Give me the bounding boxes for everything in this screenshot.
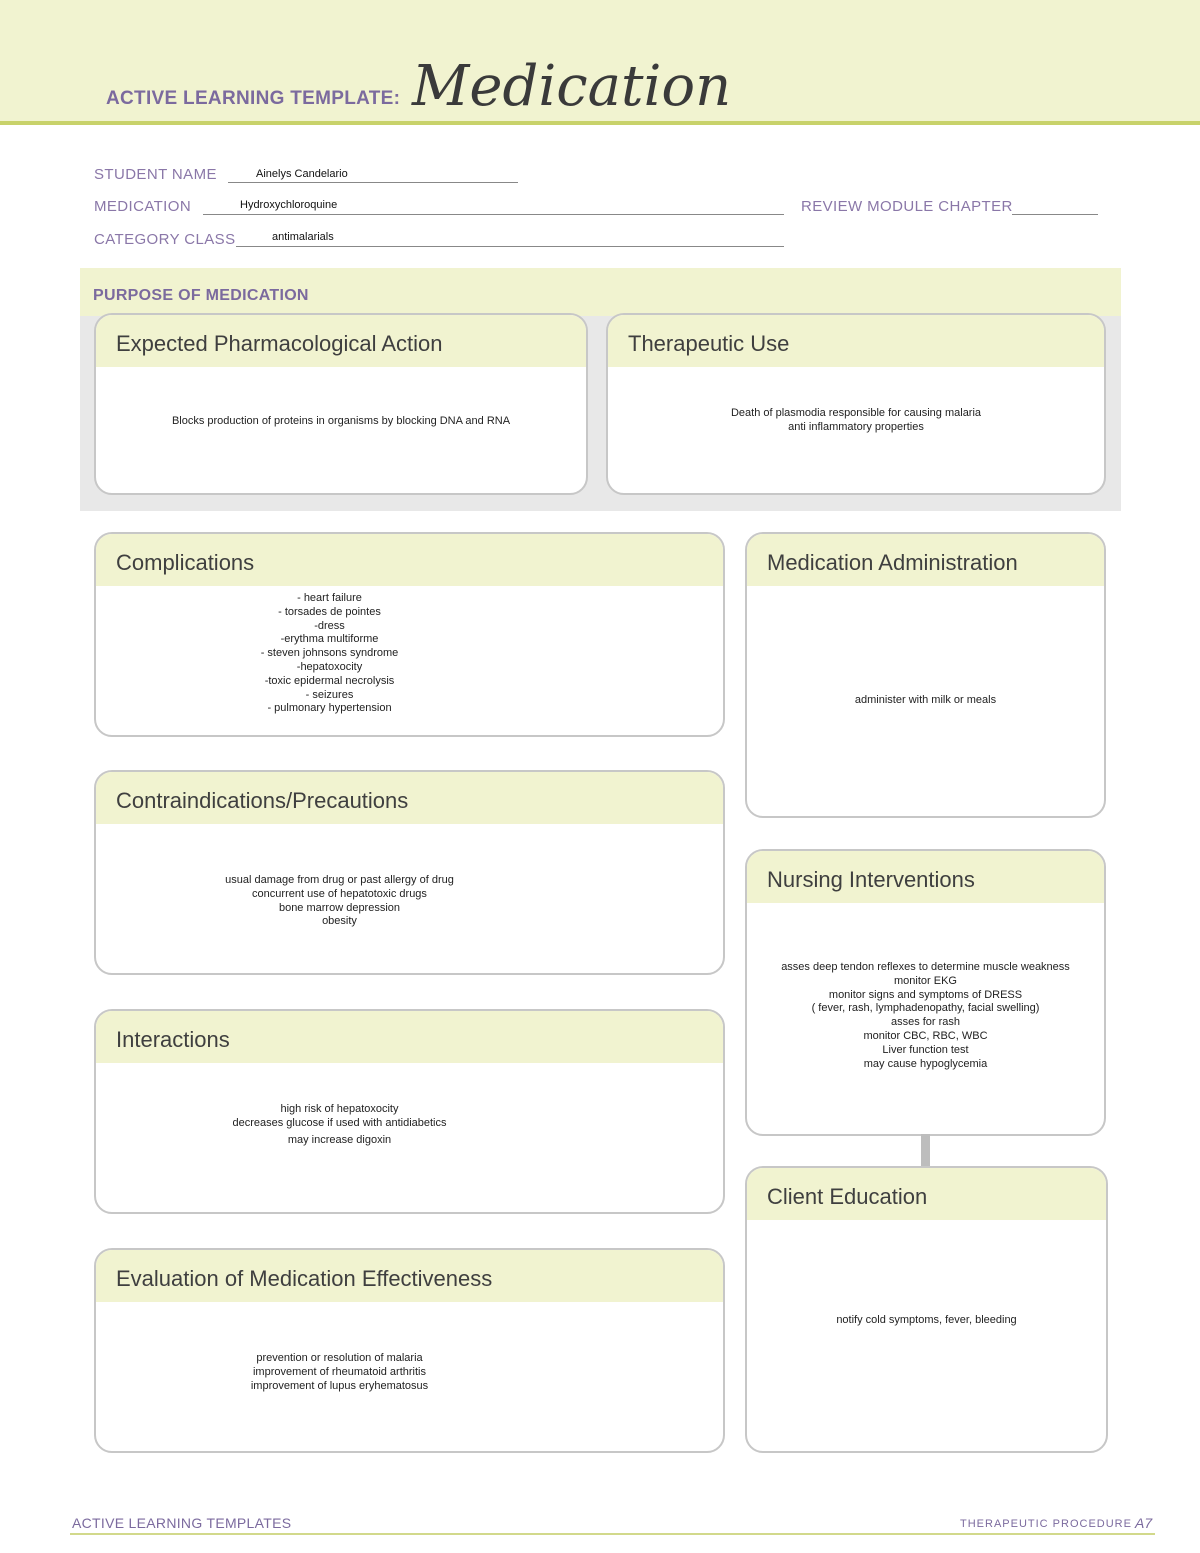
text-line: monitor signs and symptoms of DRESS bbox=[828, 988, 1023, 1001]
student-name-value: Ainelys Candelario bbox=[256, 168, 348, 180]
text-line: monitor CBC, RBC, WBC bbox=[863, 1029, 988, 1042]
text-line: - seizures bbox=[305, 688, 354, 701]
text-line: -toxic epidermal necrolysis bbox=[264, 674, 395, 687]
nursing-interventions-card bbox=[745, 849, 1106, 1136]
text-line: usual damage from drug or past allergy of drug bbox=[225, 874, 454, 886]
card-title: Complications bbox=[116, 550, 255, 575]
footer-rule bbox=[70, 1533, 1155, 1535]
review-module-label: REVIEW MODULE CHAPTER bbox=[801, 198, 1013, 215]
template-label: ACTIVE LEARNING TEMPLATE: bbox=[106, 88, 401, 109]
category-class-value: antimalarials bbox=[272, 231, 334, 243]
client-education-body[interactable] bbox=[747, 1314, 1106, 1328]
text-line: obesity bbox=[322, 915, 357, 928]
text-line: - heart failure bbox=[297, 592, 362, 604]
medication-value: Hydroxychloroquine bbox=[240, 199, 338, 211]
text-line: - pulmonary hypertension bbox=[267, 702, 392, 715]
text-line: -dress bbox=[314, 619, 345, 632]
text-line: -erythma multiforme bbox=[280, 633, 379, 646]
card-title: Evaluation of Medication Effectiveness bbox=[116, 1266, 493, 1291]
text-line: monitor EKG bbox=[894, 974, 957, 987]
complications-card bbox=[94, 532, 725, 737]
complications-body[interactable] bbox=[96, 592, 563, 716]
text-line: - steven johnsons syndrome bbox=[260, 647, 399, 660]
expected-action-card bbox=[94, 313, 588, 495]
text-line: asses for rash bbox=[890, 1016, 961, 1029]
therapeutic-use-body[interactable] bbox=[608, 407, 1104, 435]
text-line: administer with milk or meals bbox=[854, 694, 997, 706]
category-class-label: CATEGORY CLASS bbox=[94, 231, 236, 248]
nursing-interventions-body[interactable] bbox=[747, 961, 1104, 1071]
expected-action-body[interactable] bbox=[96, 415, 586, 429]
interactions-body[interactable] bbox=[96, 1103, 583, 1147]
card-title: Expected Pharmacological Action bbox=[116, 331, 443, 356]
card-title: Medication Administration bbox=[767, 550, 1018, 575]
card-title: Client Education bbox=[767, 1184, 928, 1209]
page-number: A7 bbox=[1135, 1515, 1153, 1531]
text-line: bone marrow depression bbox=[278, 901, 401, 914]
card-title: Nursing Interventions bbox=[767, 867, 975, 892]
text-line: anti inflammatory properties bbox=[788, 420, 924, 433]
text-line: may cause hypoglycemia bbox=[863, 1057, 988, 1070]
text-line: may increase digoxin bbox=[287, 1133, 392, 1146]
text-line: asses deep tendon reflexes to determine muscle weakness bbox=[781, 961, 1070, 973]
evaluation-card bbox=[94, 1248, 725, 1453]
card-title: Therapeutic Use bbox=[628, 331, 790, 356]
contraindications-body[interactable] bbox=[96, 874, 583, 929]
footer-right-label: THERAPEUTIC PROCEDURE bbox=[960, 1518, 1132, 1530]
medication-administration-body[interactable] bbox=[747, 694, 1104, 708]
text-line: ( fever, rash, lymphadenopathy, facial swelling) bbox=[811, 1002, 1040, 1015]
purpose-label: PURPOSE OF MEDICATION bbox=[93, 287, 309, 304]
text-line: Liver function test bbox=[882, 1043, 969, 1056]
text-line: high risk of hepatoxocity bbox=[280, 1103, 399, 1115]
medication-label: MEDICATION bbox=[94, 198, 192, 215]
text-line: - torsades de pointes bbox=[278, 605, 381, 618]
connector-bar bbox=[921, 1134, 930, 1166]
text-line: -hepatoxocity bbox=[296, 660, 363, 673]
student-name-label: STUDENT NAME bbox=[94, 166, 217, 183]
header-rule bbox=[0, 121, 1200, 125]
text-line: prevention or resolution of malaria bbox=[256, 1352, 423, 1364]
text-line: improvement of lupus eryhematosus bbox=[250, 1379, 429, 1392]
footer-left-label: ACTIVE LEARNING TEMPLATES bbox=[72, 1515, 292, 1531]
text-line: concurrent use of hepatotoxic drugs bbox=[252, 887, 427, 900]
template-title: Medication bbox=[412, 54, 732, 119]
evaluation-body[interactable] bbox=[96, 1352, 583, 1393]
therapeutic-use-card bbox=[606, 313, 1106, 495]
text-line: improvement of rheumatoid arthritis bbox=[252, 1365, 426, 1378]
card-title: Interactions bbox=[116, 1027, 230, 1052]
card-title: Contraindications/Precautions bbox=[116, 788, 409, 813]
contraindications-card bbox=[94, 770, 725, 975]
text-line: Blocks production of proteins in organisms by blocking DNA and RNA bbox=[171, 415, 511, 427]
medication-administration-card bbox=[745, 532, 1106, 818]
interactions-card bbox=[94, 1009, 725, 1214]
text-line: notify cold symptoms, fever, bleeding bbox=[836, 1314, 1017, 1326]
client-education-card bbox=[745, 1166, 1108, 1453]
text-line: Death of plasmodia responsible for causing malaria bbox=[730, 407, 982, 419]
text-line: decreases glucose if used with antidiabetics bbox=[232, 1116, 447, 1129]
review-module-line[interactable] bbox=[1012, 200, 1098, 215]
